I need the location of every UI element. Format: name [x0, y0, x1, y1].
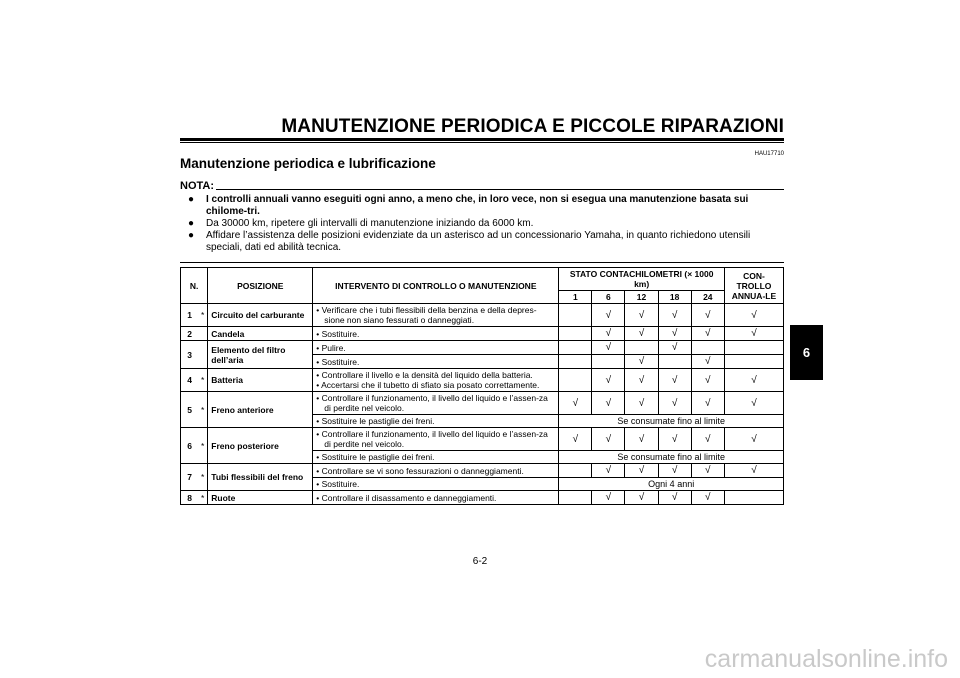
action-text: Controllare se vi sono fessurazioni o danneggiamenti.	[321, 465, 524, 476]
header-n: N.	[181, 268, 208, 304]
bullet-icon: •	[316, 416, 322, 426]
nota-label: NOTA:	[180, 180, 215, 192]
bullet-icon: •	[316, 328, 322, 339]
row-number: 6	[181, 428, 199, 464]
row-action	[313, 491, 559, 505]
row-number: 2	[181, 327, 199, 341]
check-mark: √	[658, 392, 691, 415]
bullet-icon: •	[316, 452, 322, 462]
empty-cell	[724, 355, 783, 369]
row-action	[313, 327, 559, 341]
header-rule	[180, 138, 784, 141]
header-position: POSIZIONE	[208, 268, 313, 304]
bullet-icon: ●	[188, 230, 195, 241]
row-action	[313, 392, 559, 415]
row-action	[313, 369, 559, 392]
bullet-icon: ●	[188, 218, 195, 229]
check-mark: √	[592, 491, 625, 505]
empty-cell	[559, 341, 592, 355]
row-position: Elemento del filtro dell’aria	[208, 341, 313, 369]
check-mark: √	[625, 392, 658, 415]
empty-cell	[559, 464, 592, 478]
row-number: 3	[181, 341, 199, 369]
action-text: Sostituire.	[321, 479, 360, 489]
row-action	[313, 355, 559, 369]
action-text: Sostituire le pastiglie dei freni.	[321, 416, 435, 426]
table-row	[181, 428, 784, 451]
bullet-icon: •	[316, 479, 322, 489]
check-mark: √	[658, 341, 691, 355]
row-position: Candela	[208, 327, 313, 341]
header-km: 18	[658, 291, 691, 304]
header-odometer: STATO CONTACHILOMETRI (× 1000 km)	[559, 268, 724, 291]
action-item	[316, 416, 555, 426]
check-mark: √	[592, 369, 625, 392]
row-position: Tubi flessibili del freno	[208, 464, 313, 491]
check-mark: √	[592, 341, 625, 355]
action-item	[316, 357, 555, 367]
empty-cell	[691, 341, 724, 355]
row-position: Batteria	[208, 369, 313, 392]
check-mark: √	[625, 464, 658, 478]
bullet-icon: •	[316, 429, 322, 439]
action-item	[316, 479, 555, 489]
header-action: INTERVENTO DI CONTROLLO O MANUTENZIONE	[313, 268, 559, 304]
table-body	[181, 304, 784, 505]
row-asterisk: *	[198, 304, 208, 327]
action-text: Controllare il disassamento e danneggiamenti.	[321, 492, 497, 503]
check-mark: √	[625, 491, 658, 505]
row-action	[313, 304, 559, 327]
row-asterisk: *	[198, 491, 208, 505]
section-title: Manutenzione periodica e lubrificazione	[180, 156, 436, 171]
interval-note: Se consumate fino al limite	[559, 451, 784, 464]
row-asterisk	[198, 327, 208, 341]
maintenance-table	[180, 267, 784, 505]
table-row	[181, 392, 784, 415]
action-text: Sostituire.	[321, 356, 360, 367]
action-item	[316, 329, 555, 339]
check-mark: √	[691, 392, 724, 415]
check-mark: √	[559, 392, 592, 415]
row-asterisk: *	[198, 392, 208, 428]
header-annual: CON-TROLLO ANNUA-LE	[724, 268, 783, 304]
empty-cell	[559, 327, 592, 341]
document-code: HAU17710	[754, 151, 784, 157]
action-text: Sostituire le pastiglie dei freni.	[321, 452, 435, 462]
check-mark: √	[691, 355, 724, 369]
row-number: 5	[181, 392, 199, 428]
table-row	[181, 369, 784, 392]
row-asterisk	[198, 341, 208, 369]
check-mark: √	[691, 464, 724, 478]
row-position: Freno posteriore	[208, 428, 313, 464]
empty-cell	[559, 491, 592, 505]
action-item	[316, 393, 555, 413]
nota-item: ● I controlli annuali vanno eseguiti ogni anno, a meno che, in loro vece, non si esegua una manutenzione basata sui chilome-tri.	[188, 194, 749, 217]
action-item	[316, 380, 555, 390]
chapter-tab[interactable]: 6	[790, 325, 823, 380]
nota-item: ● Affidare l’assistenza delle posizioni evidenziate da un asterisco ad un concessionario Yamaha, in quanto richiedono utensili speciali, dati ed abilità tecnica.	[188, 230, 751, 253]
empty-cell	[559, 304, 592, 327]
header-km: 24	[691, 291, 724, 304]
table-row	[181, 304, 784, 327]
empty-cell	[658, 355, 691, 369]
check-mark: √	[724, 327, 783, 341]
bullet-icon: •	[316, 356, 322, 367]
check-mark: √	[691, 428, 724, 451]
nota-item: ● Da 30000 km, ripetere gli intervalli di manutenzione iniziando da 6000 km.	[188, 218, 534, 229]
row-action	[313, 341, 559, 355]
action-item	[316, 452, 555, 462]
row-action	[313, 415, 559, 428]
action-text: Controllare il funzionamento, il livello del liquido e l’assen-za di perdite nel veicolo.	[321, 393, 548, 413]
check-mark: √	[724, 304, 783, 327]
action-item	[316, 305, 555, 325]
row-position: Ruote	[208, 491, 313, 505]
check-mark: √	[658, 491, 691, 505]
bullet-icon: •	[316, 380, 322, 390]
check-mark: √	[625, 327, 658, 341]
empty-cell	[559, 355, 592, 369]
check-mark: √	[559, 428, 592, 451]
row-action	[313, 478, 559, 491]
nota-end-rule	[180, 262, 784, 263]
action-item	[316, 429, 555, 449]
empty-cell	[559, 369, 592, 392]
row-number: 1	[181, 304, 199, 327]
bullet-icon: •	[316, 492, 322, 503]
action-text: Pulire.	[321, 342, 346, 353]
check-mark: √	[658, 428, 691, 451]
row-action	[313, 428, 559, 451]
check-mark: √	[592, 464, 625, 478]
check-mark: √	[691, 304, 724, 327]
check-mark: √	[625, 369, 658, 392]
table-row	[181, 464, 784, 478]
check-mark: √	[724, 428, 783, 451]
bullet-icon: •	[316, 393, 322, 403]
nota-list	[188, 194, 786, 254]
empty-cell	[724, 491, 783, 505]
action-item	[316, 370, 555, 380]
bullet-icon: •	[316, 370, 322, 380]
row-action	[313, 451, 559, 464]
check-mark: √	[658, 369, 691, 392]
header-rule-thin	[180, 142, 784, 143]
row-asterisk: *	[198, 464, 208, 491]
watermark: carmanualsonline.info	[704, 645, 948, 673]
check-mark: √	[592, 304, 625, 327]
check-mark: √	[592, 327, 625, 341]
check-mark: √	[592, 428, 625, 451]
row-asterisk: *	[198, 369, 208, 392]
check-mark: √	[658, 464, 691, 478]
check-mark: √	[625, 355, 658, 369]
bullet-icon: •	[316, 465, 322, 476]
action-text: Controllare il livello e la densità del liquido della batteria.	[321, 370, 533, 380]
check-mark: √	[625, 428, 658, 451]
check-mark: √	[691, 369, 724, 392]
row-number: 8	[181, 491, 199, 505]
interval-note: Se consumate fino al limite	[559, 415, 784, 428]
row-position: Freno anteriore	[208, 392, 313, 428]
check-mark: √	[724, 464, 783, 478]
row-action	[313, 464, 559, 478]
page-header-title: MANUTENZIONE PERIODICA E PICCOLE RIPARAZIONI	[281, 116, 784, 137]
action-text: Accertarsi che il tubetto di sfiato sia posato correttamente.	[321, 380, 540, 390]
empty-cell	[724, 341, 783, 355]
row-number: 7	[181, 464, 199, 491]
header-km: 6	[592, 291, 625, 304]
nota-rule	[216, 189, 784, 190]
row-number: 4	[181, 369, 199, 392]
header-km: 1	[559, 291, 592, 304]
header-km: 12	[625, 291, 658, 304]
action-item	[316, 493, 555, 503]
action-text: Verificare che i tubi flessibili della benzina e della depres-sione non siano fessurati o danneggiati.	[321, 305, 537, 325]
bullet-icon: •	[316, 342, 322, 353]
page-number: 6-2	[472, 556, 488, 567]
empty-cell	[592, 355, 625, 369]
row-position: Circuito del carburante	[208, 304, 313, 327]
interval-note: Ogni 4 anni	[559, 478, 784, 491]
check-mark: √	[658, 327, 691, 341]
check-mark: √	[625, 304, 658, 327]
bullet-icon: •	[316, 305, 322, 315]
action-item	[316, 466, 555, 476]
table-row	[181, 491, 784, 505]
table-row	[181, 341, 784, 355]
action-text: Controllare il funzionamento, il livello del liquido e l’assen-za di perdite nel veicolo.	[321, 429, 548, 449]
check-mark: √	[724, 392, 783, 415]
table-row	[181, 327, 784, 341]
empty-cell	[625, 341, 658, 355]
check-mark: √	[592, 392, 625, 415]
check-mark: √	[691, 491, 724, 505]
check-mark: √	[691, 327, 724, 341]
bullet-icon: ●	[188, 194, 195, 205]
check-mark: √	[658, 304, 691, 327]
action-item	[316, 343, 555, 353]
check-mark: √	[724, 369, 783, 392]
action-text: Sostituire.	[321, 328, 360, 339]
row-asterisk: *	[198, 428, 208, 464]
